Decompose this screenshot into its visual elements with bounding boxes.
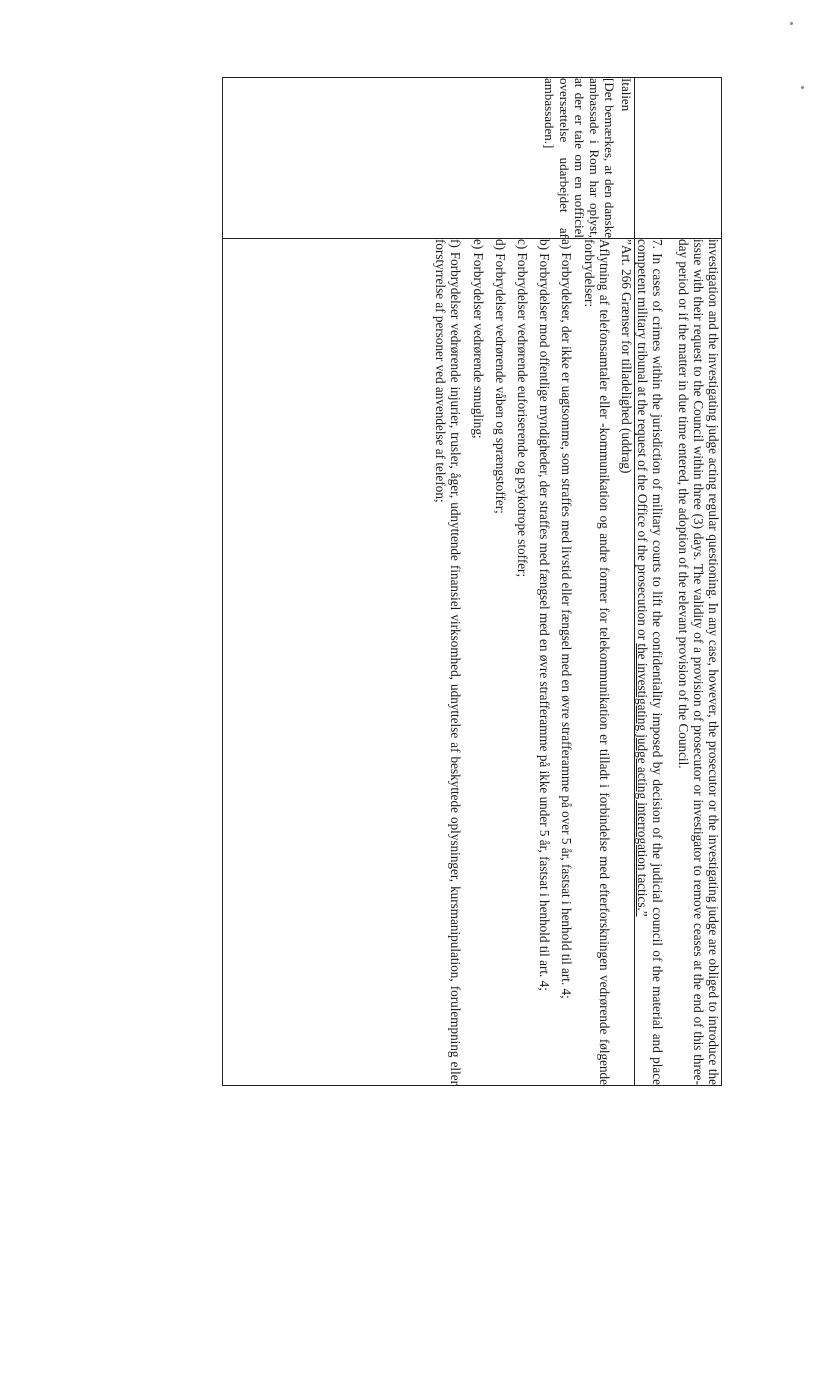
translation-note: [Det bemærkes, at den danske ambassade i Rom har oplyst, at der er tale om en uofficiel oversættelse udarbejdet af ambassaden.] (541, 78, 617, 238)
continuation-paragraph: investigation and the investigating judge acting regular questioning. In any case, however, the prosecutor or the investigating judge are obliged to introduce the issue with their request to the Council within three (3) days. The validity of a provision of prosecutor or investigator to remove ceases at the end of this three-day period or if the matter in due time entered, the adoption of the relevant provision of the Council. (675, 239, 721, 1085)
list-item-c: c) Forbrydelser vedrørende euforiserende og psykotrope stoffer; (514, 239, 530, 578)
content-cell-continuation (634, 239, 721, 1086)
article-title: ”Art. 266 Grænser for tilladelighed (uddrag) (618, 239, 634, 474)
table-row-continuation (634, 78, 721, 1086)
list-item-b: b) Forbrydelser mod offentlige myndigheder, der straffes med fængsel med en øvre strafferamme på ikke under 5 år, fastsat i henhold til art. 4; (537, 239, 553, 991)
list-item-a: a) Forbrydelser, der ikke er uagtsomme, som straffes med livstid eller fængsel med en øvre strafferamme på over 5 år, fastsat i henhold til art. 4; (559, 239, 575, 999)
page-frame (222, 77, 722, 1386)
military-courts-paragraph (635, 239, 665, 1085)
rotated-page (222, 77, 828, 1085)
comparison-table (222, 77, 722, 1086)
country-cell-empty (634, 78, 721, 239)
military-courts-tail: the investigating judge acting interrogation tactics.” (635, 643, 651, 917)
country-cell (223, 78, 635, 239)
military-courts-lead: 7. In cases of crimes within the jurisdiction of military courts to lift the confidentiality imposed by decision of the judicial council of the material and place competent military tribunal at the request of the Office of the prosecution or (635, 239, 666, 1085)
list-item-e: e) Forbrydelser vedrørende smugling; (470, 239, 486, 439)
content-cell-law (223, 239, 635, 1086)
list-item-d: d) Forbrydelser vedrørende våben og sprængstoffer; (492, 239, 508, 514)
country-name: Italien (618, 78, 634, 112)
article-intro: Aflytning af telefonsamtaler eller -kommunikation og andre former for telekommunikation er tilladt i forbindelse med efterforskningen vedrørende følgende forbrydelser: (581, 239, 612, 1085)
scan-speck (790, 22, 793, 25)
table-row-italy (223, 78, 635, 1086)
list-item-f: f) Forbrydelser vedrørende injurier, trusler, åger, udnyttende finansiel virksomhed, udnyttelse af beskyttede oplysninger, kursmanipulation, forulempning eller forstyrrelse af personer ved anvendelse af telefon; (433, 239, 464, 1085)
